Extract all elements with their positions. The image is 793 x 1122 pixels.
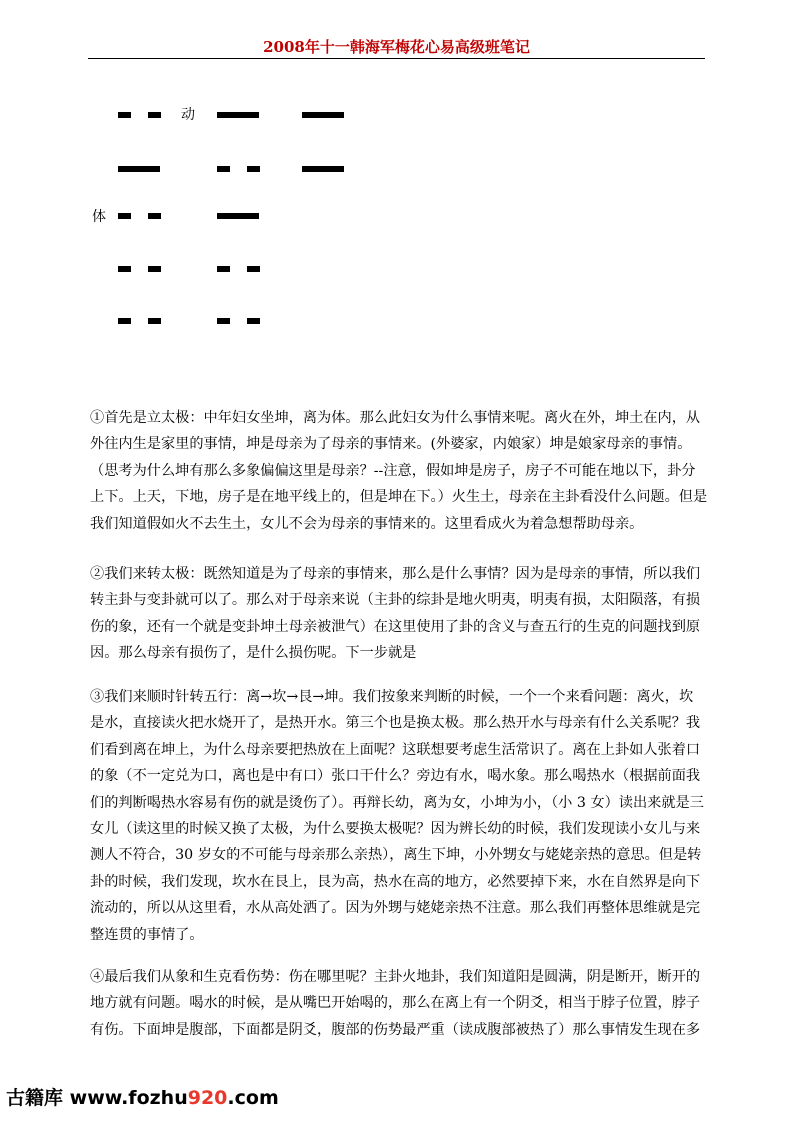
url-suffix: .com [227,1087,279,1109]
text-line: ③我们来顺时针转五行：离→坎→艮→坤。我们按象来判断的时候，一个一个来看问题：离火，坎 [90,689,694,705]
url-prefix: www.fozhu [69,1087,188,1109]
yin-line [217,166,261,172]
paragraph-1 [90,405,708,537]
text-line: 整连贯的事情了。 [90,926,204,943]
yang-line [217,112,261,118]
text-line: 女儿（读这里的时候又换了太极，为什么要换太极呢？因为辨长幼的时候，我们发现读小女儿与来 [90,821,701,838]
yin-line [118,266,162,272]
text-line: 们看到离在坤上，为什么母亲要把热放在上面呢？这联想要考虑生活常识了。离在上卦如人张着口 [90,741,701,758]
text-line: 我们知道假如火不去生土，女儿不会为母亲的事情来的。这里看成火为着急想帮助母亲。 [90,515,644,532]
yin-line [118,213,162,219]
page-header-title: 2008年十一韩海军梅花心易高级班笔记 [263,38,530,56]
text-line: 上下。上天，下地，房子是在地平线上的，但是坤在下。）火生土，母亲在主卦看没什么问题。但是 [90,489,708,506]
text-line: 测人不符合，30 岁女的不可能与母亲那么亲热），离生下坤，小外甥女与姥姥亲热的意思。但是转 [90,847,702,864]
text-line: ①首先是立太极：中年妇女坐坤，离为体。那么此妇女为什么事情来呢。离火在外，坤土在内，从 [90,410,701,426]
site-url [70,1087,279,1109]
text-line: 因。那么母亲有损伤了，是什么损伤呢。下一步就是 [90,645,417,662]
yin-line [118,112,162,118]
text-line: 转主卦与变卦就可以了。那么对于母亲来说（主卦的综卦是地火明夷，明夷有损，太阳陨落，有损 [90,592,701,609]
yang-line [302,112,346,118]
moving-label: 动 [181,107,195,123]
yang-line [118,166,162,172]
text-line: 地方就有问题。喝水的时候，是从嘴巴开始喝的，那么在离上有一个阴爻，相当于脖子位置，脖子 [90,995,701,1012]
text-line: 卦的时候，我们发现，坎水在艮上，艮为高，热水在高的地方，必然要掉下来，水在自然界是向下 [90,873,701,890]
yang-line [302,166,346,172]
paragraph-2 [90,561,704,667]
text-line: 外往内生是家里的事情，坤是母亲为了母亲的事情来。(外婆家，内娘家）坤是娘家母亲的事情。 [90,436,692,453]
text-line: 的象（不一定兑为口，离也是中有口）张口干什么？旁边有水，喝水象。那么喝热水（根据前面我 [90,768,701,785]
brand-name: 古籍库 [6,1087,64,1109]
site-watermark [6,1083,279,1110]
body-label: 体 [92,209,106,225]
text-line: 们的判断喝热水容易有伤的就是烫伤了）。再辩长幼，离为女，小坤为小，（小 3 女）读出来就是三 [90,794,704,811]
yin-line [118,318,162,324]
header-divider [88,58,705,59]
text-line: 流动的，所以从这里看，水从高处洒了。因为外甥与姥姥亲热不注意。那么我们再整体思维就是完 [90,900,701,917]
paragraph-4 [90,964,704,1043]
text-line: 有伤。下面坤是腹部，下面都是阴爻，腹部的伤势最严重（读成腹部被热了）那么事情发生现在多 [90,1021,701,1038]
yang-line [217,213,261,219]
text-line: 是水，直接读火把水烧开了，是热开水。第三个也是换太极。那么热开水与母亲有什么关系呢？我 [90,715,701,732]
text-line: ④最后我们从象和生克看伤势：伤在哪里呢？主卦火地卦，我们知道阳是圆满，阴是断开，断开的 [90,969,701,985]
text-line: （思考为什么坤有那么多象偏偏这里是母亲？--注意，假如坤是房子，房子不可能在地以下，卦分 [90,462,696,479]
yin-line [217,266,261,272]
text-line: 伤的象，还有一个就是变卦坤土母亲被泄气）在这里使用了卦的含义与查五行的生克的问题找到原 [90,618,701,635]
yin-line [217,318,261,324]
text-line: ②我们来转太极：既然知道是为了母亲的事情来，那么是什么事情？因为是母亲的事情，所以我们 [90,566,701,582]
url-number: 920 [187,1087,228,1109]
paragraph-3 [90,684,704,948]
